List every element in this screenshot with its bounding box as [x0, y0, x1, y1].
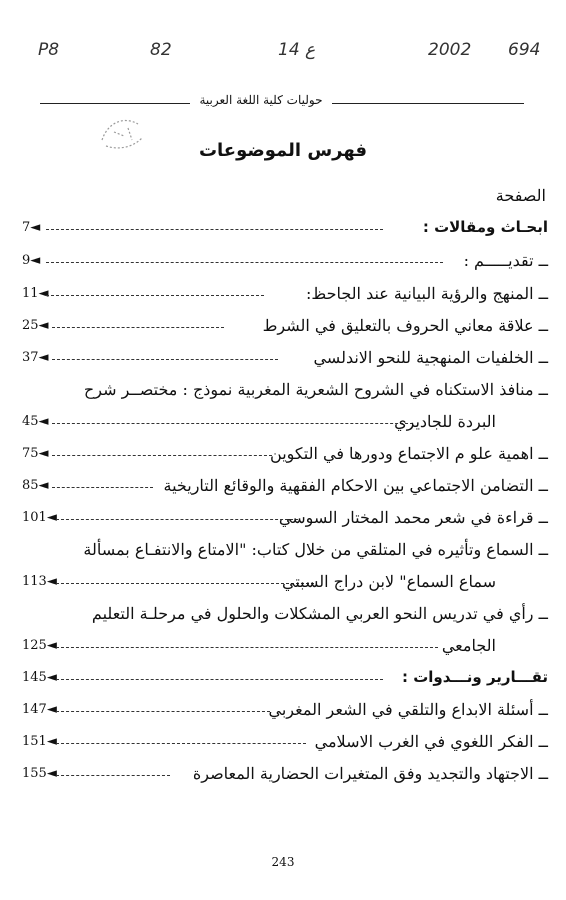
- page-number: 101◄: [22, 510, 57, 525]
- entry-title-continued: الجامعي: [441, 636, 496, 655]
- handwritten-annotation: 694: [508, 40, 541, 60]
- toc-row: [22, 668, 548, 690]
- page-number: 25◄: [22, 318, 49, 333]
- dot-leader: [46, 295, 264, 296]
- entry-title: ــ رأي في تدريس النحو العربي المشكلات والحلول في مرحلـة التعليم: [91, 604, 548, 623]
- page-title: فهرس الموضوعات: [198, 140, 368, 161]
- page-number: 37◄: [22, 350, 49, 365]
- toc-row: [22, 700, 548, 722]
- page-number: 113◄: [22, 574, 57, 589]
- page-number: 7◄: [22, 220, 41, 235]
- entry-title: ــ تقديـــــم :: [463, 251, 548, 270]
- dot-leader: [52, 423, 413, 424]
- page-number: 45◄: [22, 414, 49, 429]
- page-number: 155◄: [22, 766, 57, 781]
- entry-title: ــ الخلفيات المنهجية للنحو الاندلسي: [313, 348, 548, 367]
- toc-row: [22, 604, 548, 626]
- entry-title-continued: البردة للجاديري: [394, 412, 496, 431]
- entry-title: ــ المنهج والرؤية البيانية عند الجاحظ:: [305, 284, 548, 303]
- dot-leader: [52, 359, 278, 360]
- page-number: 85◄: [22, 478, 49, 493]
- toc-row: [22, 444, 548, 466]
- page-number: 151◄: [22, 734, 57, 749]
- entry-title-continued: سماع السماع" لابن دراج السبتي: [281, 572, 496, 591]
- toc-row: [22, 251, 548, 273]
- entry-title: ــ الاجتهاد والتجديد وفق المتغيرات الحضارية المعاصرة: [192, 764, 548, 783]
- toc-row: [22, 412, 548, 434]
- page-number: 9◄: [22, 253, 41, 268]
- handwritten-annotation: 2002: [428, 40, 472, 60]
- rule-right: [332, 103, 524, 104]
- dot-leader: [56, 679, 383, 680]
- entry-title: ــ علاقة معاني الحروف بالتعليق في الشرط: [262, 316, 548, 335]
- dot-leader: [56, 775, 170, 776]
- page-number: 11◄: [22, 286, 49, 301]
- entry-title: ــ التضامن الاجتماعي بين الاحكام الفقهية والوقائع التاريخية: [163, 476, 548, 495]
- toc-row: [22, 732, 548, 754]
- entry-title: ــ قراءة في شعر محمد المختار السوسي: [278, 508, 548, 527]
- dot-leader: [56, 647, 438, 648]
- toc-row: [22, 348, 548, 370]
- toc-row: [22, 380, 548, 402]
- section-heading: ابحـاث ومقالات :: [422, 218, 548, 236]
- toc-row: [22, 764, 548, 786]
- running-head-text: حوليات كلية اللغة العربية: [199, 93, 323, 107]
- toc-row: [22, 636, 548, 658]
- entry-title: ــ السماع وتأثيره في المتلقي من خلال كتاب: "الامتاع والانتفـاع بمسألة: [83, 540, 548, 559]
- toc-row: [22, 572, 548, 594]
- dot-leader: [52, 487, 153, 488]
- entry-title: ــ أسئلة الابداع والتلقي في الشعر المغربي: [268, 700, 548, 719]
- toc-row: [22, 218, 548, 240]
- dot-leader: [52, 455, 272, 456]
- page-number: 147◄: [22, 702, 57, 717]
- dot-leader: [46, 262, 443, 263]
- entry-title: ــ اهمية علو م الاجتماع ودورها في التكوين: [270, 444, 548, 463]
- dot-leader: [56, 711, 270, 712]
- dot-leader: [52, 327, 224, 328]
- running-head: [0, 93, 566, 113]
- handwritten-annotation: ع 14: [278, 40, 316, 60]
- dot-leader: [56, 519, 298, 520]
- toc-row: [22, 540, 548, 562]
- folio-page-number: 243: [271, 855, 295, 869]
- section-heading: تقـــارير ونـــدوات :: [401, 668, 548, 686]
- handwritten-annotation: P8: [38, 40, 60, 60]
- dot-leader: [56, 583, 314, 584]
- page-number: 145◄: [22, 670, 57, 685]
- page-number: 125◄: [22, 638, 57, 653]
- toc-row: [22, 316, 548, 338]
- toc-row: [22, 508, 548, 530]
- handwritten-annotation: 82: [150, 40, 172, 60]
- toc-row: [22, 476, 548, 498]
- entry-title: ــ الفكر اللغوي في الغرب الاسلامي: [314, 732, 548, 751]
- toc-row: [22, 284, 548, 306]
- page-column-header: الصفحة: [495, 186, 546, 205]
- dot-leader: [46, 229, 383, 230]
- rule-left: [40, 103, 190, 104]
- entry-title: ــ منافذ الاستكناه في الشروح الشعرية المغربية نموذج : مختصــر شرح: [83, 380, 548, 399]
- page-number: 75◄: [22, 446, 49, 461]
- dot-leader: [56, 743, 306, 744]
